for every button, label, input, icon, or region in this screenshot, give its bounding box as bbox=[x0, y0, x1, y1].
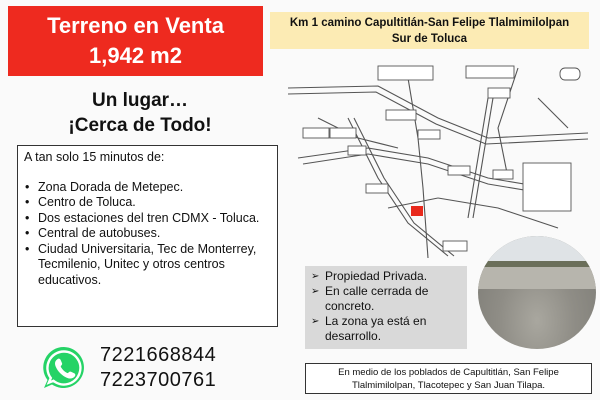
distances-intro: A tan solo 15 minutos de: bbox=[24, 150, 165, 164]
list-item: • Dos estaciones del tren CDMX - Toluca. bbox=[24, 211, 271, 227]
features-box bbox=[305, 266, 467, 349]
list-item: ➢ Propiedad Privada. bbox=[311, 269, 461, 284]
location-note-line-1: En medio de los poblados de Capultitlán, San Felipe bbox=[338, 367, 559, 378]
list-item: • Central de autobuses. bbox=[24, 226, 271, 242]
phone-number-1[interactable]: 7221668844 bbox=[100, 344, 217, 366]
slogan bbox=[40, 88, 240, 138]
list-item: • Centro de Toluca. bbox=[24, 195, 271, 211]
slogan-line-1: Un lugar… bbox=[91, 90, 189, 111]
distances-box bbox=[17, 145, 278, 327]
title-line-1: Terreno en Venta bbox=[47, 13, 224, 38]
slogan-line-2: ¡Cerca de Todo! bbox=[68, 115, 212, 136]
whatsapp-icon bbox=[40, 344, 88, 392]
phone-number-2[interactable]: 7223700761 bbox=[100, 369, 217, 391]
list-item: • Ciudad Universitaria, Tec de Monterrey, Tecmilenio, Unitec y otros centros educativos. bbox=[24, 242, 271, 289]
location-note-line-2: Tlalmimilolpan, Tlacotepec y San Juan Tilapa. bbox=[351, 380, 546, 391]
phone-numbers bbox=[100, 343, 216, 393]
location-note bbox=[305, 363, 592, 394]
address-line-1: Km 1 camino Capultitlán-San Felipe Tlalmimilolpan bbox=[289, 17, 570, 29]
address-line-2: Sur de Toluca bbox=[391, 33, 468, 45]
list-item: • Zona Dorada de Metepec. bbox=[24, 180, 271, 196]
list-item: ➢ En calle cerrada de concreto. bbox=[311, 284, 461, 314]
terrain-photo bbox=[478, 236, 596, 349]
address-box bbox=[270, 12, 589, 49]
property-marker bbox=[411, 206, 423, 216]
distances-list bbox=[24, 180, 271, 289]
features-list bbox=[311, 269, 461, 344]
location-map bbox=[288, 58, 588, 266]
list-item: ➢ La zona ya está en desarrollo. bbox=[311, 314, 461, 344]
title-banner bbox=[8, 6, 263, 76]
title-line-2: 1,942 m2 bbox=[89, 43, 182, 68]
